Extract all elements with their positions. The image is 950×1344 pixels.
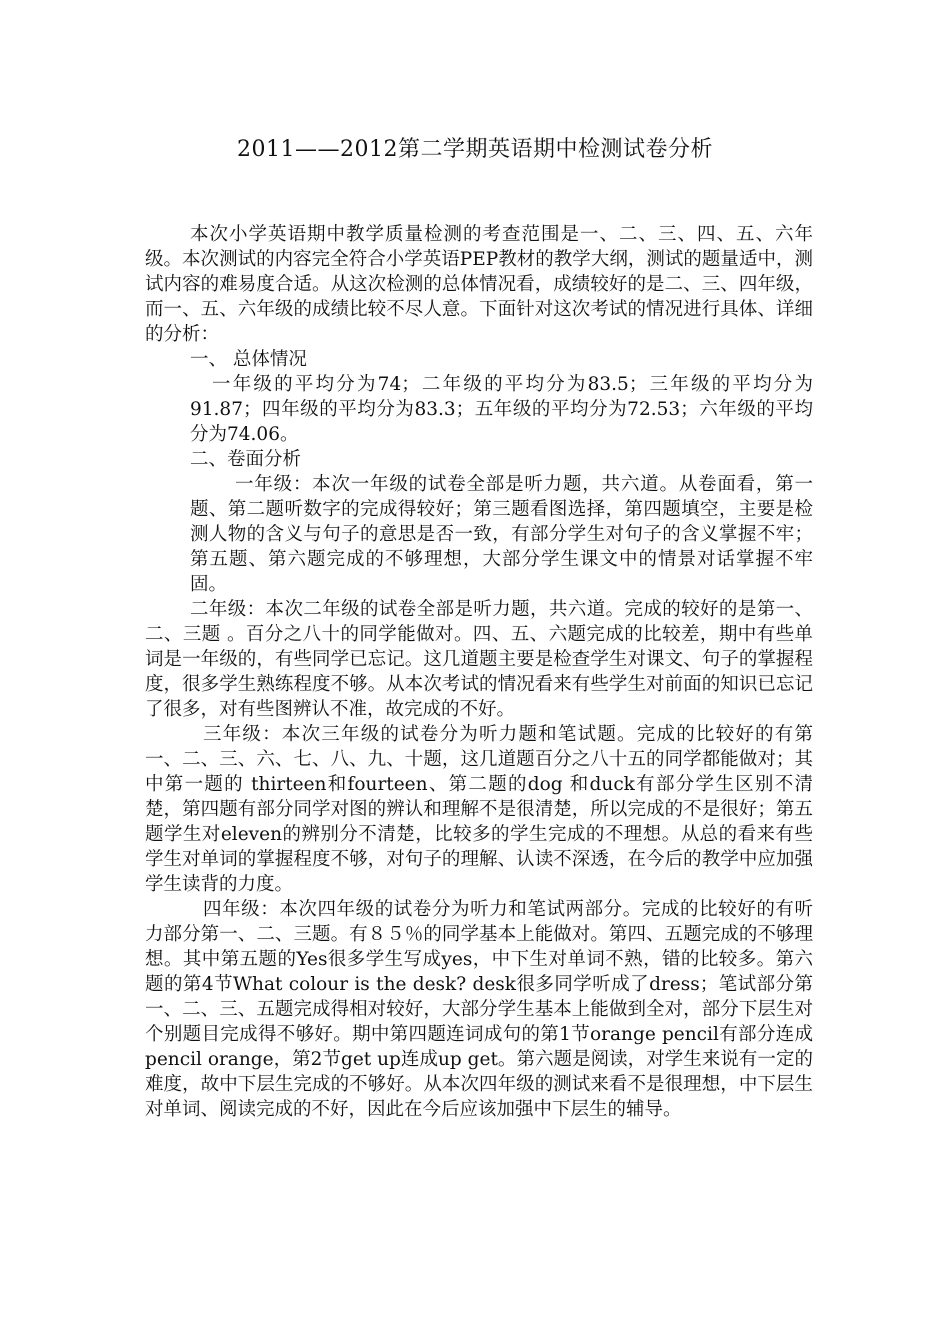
- intro-paragraph: 本次小学英语期中教学质量检测的考查范围是一、二、三、四、五、六年级。本次测试的内容完全符合小学英语PEP教材的教学大纲，测试的题量适中，测试内容的难易度合适。从这次检测的总体情况看，成绩较好的是二、三、四年级，而一、五、六年级的成绩比较不尽人意。下面针对这次考试的情况进行具体、详细的分析：: [145, 224, 813, 345]
- section2-heading: 二、卷面分析: [190, 449, 302, 470]
- grade3-analysis-paragraph: 三年级：本次三年级的试卷分为听力题和笔试题。完成的比较好的有第一、二、三、六、七、八、九、十题，这几道题百分之八十五的同学都能做对；其中第一题的 thirteen和fourteen、第二题的dog 和duck有部分学生区别不清楚，第四题有部分同学对图的辨认和理解不是很清楚，所以完成的不是很好；第五题学生对eleven的辨别分不清楚，比较多的学生完成的不理想。从总的看来有些学生对单词的掌握程度不够，对句子的理解、认读不深透，在今后的教学中应加强学生读背的力度。: [145, 724, 813, 895]
- grade4-analysis-paragraph: 四年级：本次四年级的试卷分为听力和笔试两部分。完成的比较好的有听力部分第一、二、三题。有８５％的同学基本上能做对。第四、五题完成的不够理想。其中第五题的Yes很多学生写成yes，中下生对单词不熟，错的比较多。第六题的第4节What colour is the desk? desk很多同学听成了dress；笔试部分第一、二、三、五题完成得相对较好，大部分学生基本上能做到全对，部分下层生对个别题目完成得不够好。期中第四题连词成句的第1节orange pencil有部分连成pencil orange，第2节get up连成up get。第六题是阅读，对学生来说有一定的难度，故中下层生完成的不够好。从本次四年级的测试来看不是很理想，中下层生对单词、阅读完成的不好，因此在今后应该加强中下层生的辅导。: [145, 899, 813, 1120]
- grade1-analysis-paragraph: 一年级：本次一年级的试卷全部是听力题，共六道。从卷面看，第一题、第二题听数字的完成得较好；第三题看图选择，第四题填空，主要是检测人物的含义与句子的意思是否一致，有部分学生对句子的含义掌握不牢；第五题、第六题完成的不够理想，大部分学生课文中的情景对话掌握不牢固。: [190, 474, 813, 595]
- document-body: [145, 222, 813, 1122]
- average-scores-paragraph: 一年级的平均分为74；二年级的平均分为83.5；三年级的平均分为91.87；四年级的平均分为83.3；五年级的平均分为72.53；六年级的平均分为74.06。: [190, 374, 813, 445]
- grade2-analysis-paragraph: 二年级：本次二年级的试卷全部是听力题，共六道。完成的较好的是第一、二、三题 。百分之八十的同学能做对。四、五、六题完成的比较差，期中有些单词是一年级的，有些同学已忘记。这几道题主要是检查学生对课文、句子的掌握程度，很多学生熟练程度不够。从本次考试的情况看来有些学生对前面的知识已忘记了很多，对有些图辨认不准，故完成的不好。: [145, 599, 813, 720]
- document-title: 2011——2012第二学期英语期中检测试卷分析: [237, 137, 713, 162]
- section1-heading: 一、 总体情况: [190, 349, 307, 370]
